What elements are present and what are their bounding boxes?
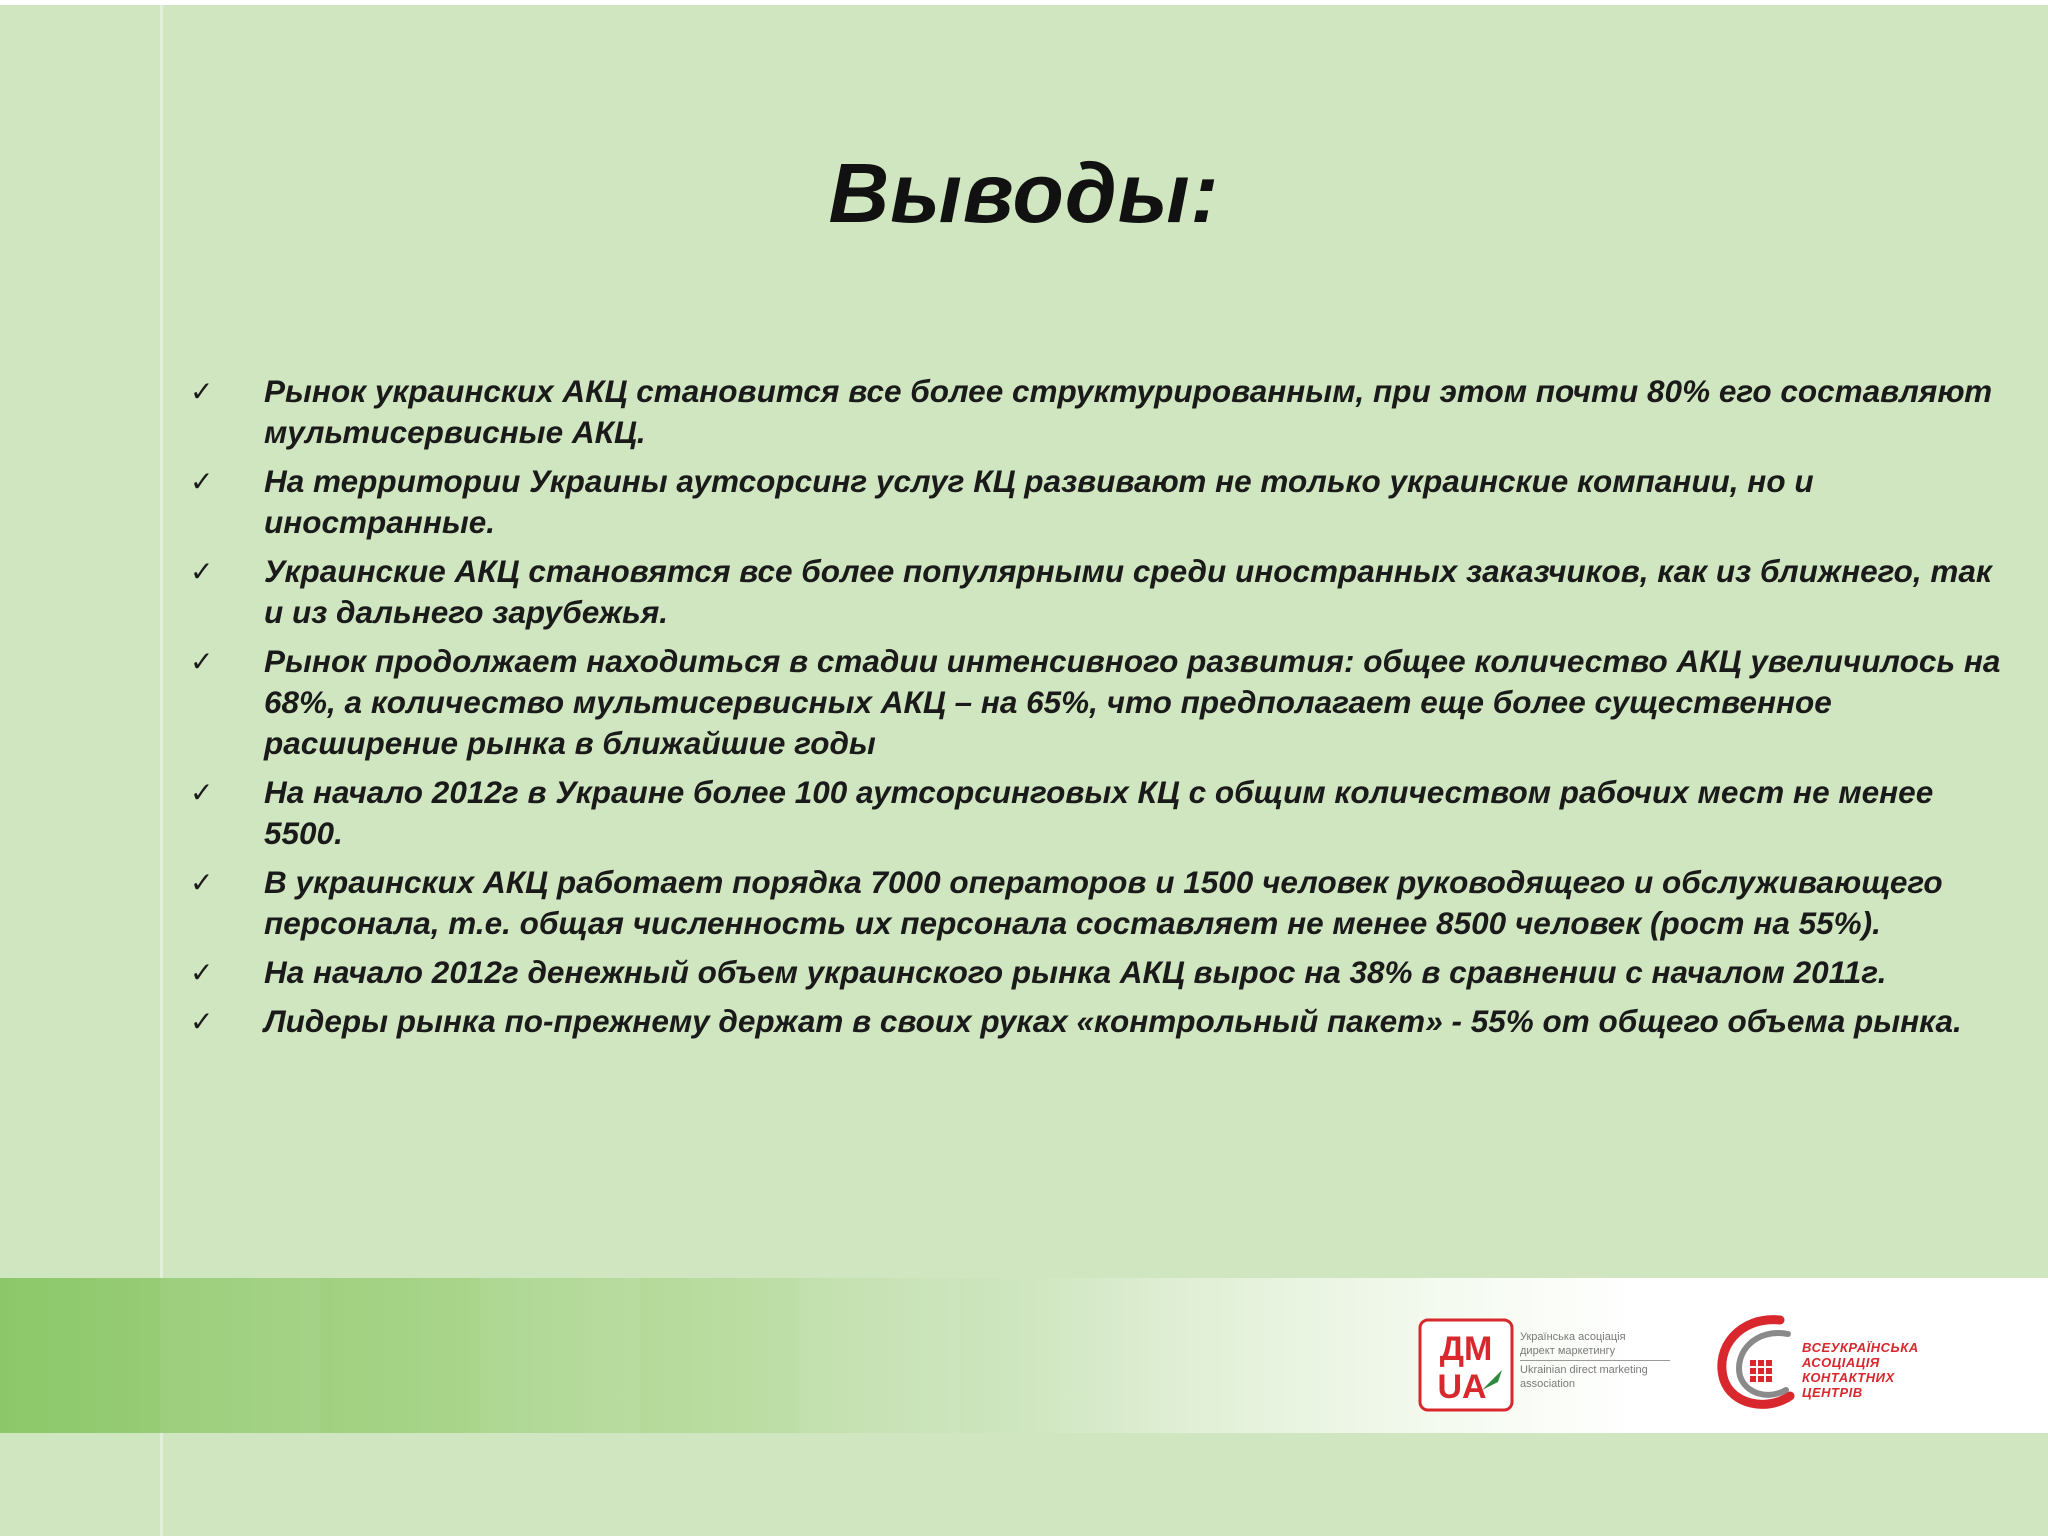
list-item-text: На начало 2012г денежный объем украинского рынка АКЦ вырос на 38% в сравнении с началом 2011г. <box>264 954 1887 990</box>
list-item-text: На начало 2012г в Украине более 100 аутсорсинговых КЦ с общим количеством рабочих мест не менее 5500. <box>264 774 1934 851</box>
list-item-text: Лидеры рынка по-прежнему держат в своих руках «контрольный пакет» - 55% от общего объема рынка. <box>264 1003 1962 1039</box>
list-item <box>190 1001 2010 1042</box>
vakc-caption-line: АСОЦІАЦІЯ <box>1802 1355 1880 1370</box>
list-item <box>190 952 2010 993</box>
list-item-text: Украинские АКЦ становятся все более популярными среди иностранных заказчиков, как из ближнего, так и из дальнего зарубежья. <box>264 553 1992 630</box>
dmua-caption <box>1520 1330 1680 1391</box>
checkmark-icon: ✓ <box>190 645 214 678</box>
list-item <box>190 371 2010 453</box>
checkmark-icon: ✓ <box>190 956 214 989</box>
checkmark-icon: ✓ <box>190 866 214 899</box>
band-segment <box>480 1278 640 1433</box>
dmua-logo-letters-top: ДМ <box>1439 1330 1493 1368</box>
dmua-caption-ua-line: директ маркетингу <box>1520 1345 1616 1357</box>
band-segment <box>800 1278 960 1433</box>
vakc-logo <box>1710 1308 1806 1418</box>
vakc-caption-line: КОНТАКТНИХ <box>1802 1370 1895 1385</box>
dmua-caption-en-line: association <box>1520 1378 1576 1390</box>
slide-title: Выводы: <box>828 146 1220 240</box>
vakc-caption <box>1802 1340 1962 1400</box>
vakc-caption-line: ВСЕУКРАЇНСЬКА <box>1802 1340 1919 1355</box>
checkmark-icon: ✓ <box>190 1005 214 1038</box>
dmua-logo <box>1418 1318 1514 1412</box>
grid-icon <box>1750 1360 1772 1382</box>
list-item-text: На территории Украины аутсорсинг услуг КЦ развивают не только украинские компании, но и иностранные. <box>264 463 1814 540</box>
list-item-text: Рынок продолжает находиться в стадии интенсивного развития: общее количество АКЦ увеличилось на 68%, а количество мультисервисных АКЦ – на 65%, что предполагает еще более существенное расширение рынка в ближайшие годы <box>264 643 2001 761</box>
checkmark-icon: ✓ <box>190 465 214 498</box>
checkmark-icon: ✓ <box>190 776 214 809</box>
list-item <box>190 641 2010 764</box>
vakc-caption-line: ЦЕНТРІВ <box>1802 1385 1863 1400</box>
dmua-logo-letters-bottom: UA <box>1437 1368 1487 1406</box>
checkmark-icon: ✓ <box>190 375 214 408</box>
list-item <box>190 461 2010 543</box>
list-item-text: В украинских АКЦ работает порядка 7000 операторов и 1500 человек руководящего и обслуживающего персонала, т.е. общая численность их персонала составляет не менее 8500 человек (рост на 55%). <box>264 864 1943 941</box>
list-item <box>190 551 2010 633</box>
band-segment <box>160 1278 320 1433</box>
dmua-caption-en-line: Ukrainian direct marketing <box>1520 1364 1648 1376</box>
conclusions-list <box>190 371 2010 1050</box>
dmua-caption-ua-line: Українська асоціація <box>1520 1331 1626 1343</box>
list-item-text: Рынок украинских АКЦ становится все более структурированным, при этом почти 80% его составляют мультисервисные АКЦ. <box>264 373 1993 450</box>
caption-divider <box>1520 1360 1670 1361</box>
list-item <box>190 772 2010 854</box>
list-item <box>190 862 2010 944</box>
checkmark-icon: ✓ <box>190 555 214 588</box>
